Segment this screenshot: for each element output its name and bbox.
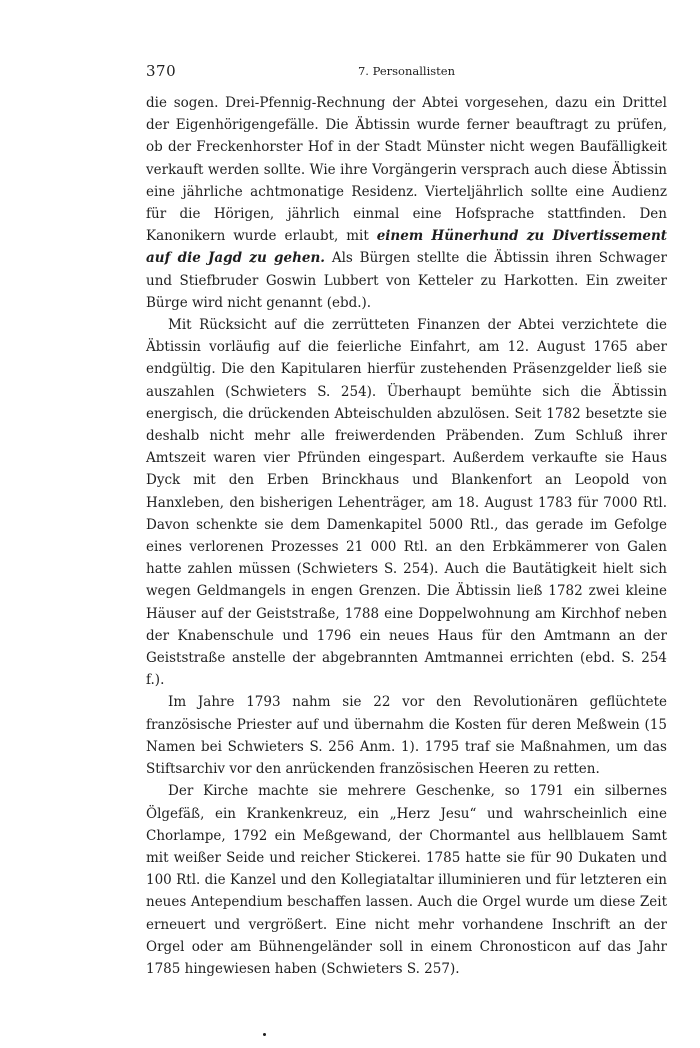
paragraph: Der Kirche machte sie mehrere Geschenke, so 1791 ein silbernes Ölgefäß, ein Krankenkreuz, ein „Herz Jesu“ und wahrscheinlich eine Chorlampe, 1792 ein Meßgewand, der Chormantel aus hellblauem Samt mit weißer Seide und reicher Stickerei. 1785 hatte sie für 90 Dukaten und 100 Rtl. die Kanzel und den Kollegiataltar illuminieren und für letzteren ein neues Antependium beschaffen lassen. Auch die Orgel wurde um diese Zeit erneuert und vergrößert. Eine nicht mehr vorhandene Inschrift an der Orgel oder am Bühnengeländer soll in einem Chronosticon auf das Jahr 1785 hingewiesen haben (Schwieters S. 257). [146, 783, 667, 977]
emphasized-quote: einem Hünerhund zu Divertissement auf die Jagd zu gehen. [146, 228, 667, 267]
paragraph [146, 92, 667, 314]
paragraph-text: Als Bürgen stellte die Äbtissin ihren Schwager und Stiefbruder Goswin Lubbert von Ketteler zu Harkotten. Ein zweiter Bürge wird nicht genannt (ebd.). [146, 250, 667, 311]
paragraph: Mit Rücksicht auf die zerrütteten Finanzen der Abtei verzichtete die Äbtissin vorläufig auf die feierliche Einfahrt, am 12. August 1765 aber endgültig. Die den Kapitularen hierfür zustehenden Präsenzgelder ließ sie auszahlen (Schwieters S. 254). Überhaupt bemühte sich die Äbtissin energisch, die drückenden Abteischulden abzulösen. Seit 1782 besetzte sie deshalb nicht mehr alle freiwerdenden Präbenden. Zum Schluß ihrer Amtszeit waren vier Pfründen eingespart. Außerdem verkaufte sie Haus Dyck mit den Erben Brinckhaus und Blankenfort an Leopold von Hanxleben, den bisherigen Lehenträger, am 18. August 1783 für 7000 Rtl. Davon schenkte sie dem Damenkapitel 5000 Rtl., das gerade im Gefolge eines verlorenen Prozesses 21 000 Rtl. an den Erbkämmerer von Galen hatte zahlen müssen (Schwieters S. 254). Auch die Bautätigkeit hielt sich wegen Geldmangels in engen Grenzen. Die Äbtissin ließ 1782 zwei kleine Häuser auf der Geiststraße, 1788 eine Doppelwohnung am Kirchhof neben der Knabenschule und 1796 ein neues Haus für den Amtmann an der Geiststraße anstelle der abgebrannten Amtmannei errichten (ebd. S. 254 f.). [146, 317, 667, 689]
running-head: 7. Personallisten [357, 64, 455, 78]
paragraph-text: die sogen. Drei-Pfennig-Rechnung der Abtei vorgesehen, dazu ein Drittel der Eigenhörigengefälle. Die Äbtissin wurde ferner beauftragt zu prüfen, ob der Freckenhorster Hof in der Stadt Münster nicht wegen Baufälligkeit verkauft werden sollte. Wie ihre Vorgängerin versprach auch diese Äbtissin eine jährliche achtmonatige Residenz. Vierteljährlich sollte eine Audienz für die Hörigen, jährlich einmal eine Hofsprache stattfinden. Den Kanonikern wurde erlaubt, mit [146, 95, 667, 245]
page-header [146, 62, 667, 84]
page-number: 370 [146, 62, 177, 80]
body-text [146, 92, 667, 980]
footer-mark [263, 1033, 266, 1036]
paragraph: Im Jahre 1793 nahm sie 22 vor den Revolutionären geflüchtete französische Priester auf und übernahm die Kosten für deren Meßwein (15 Namen bei Schwieters S. 256 Anm. 1). 1795 traf sie Maßnahmen, um das Stiftsarchiv vor den anrückenden französischen Heeren zu retten. [146, 694, 667, 778]
